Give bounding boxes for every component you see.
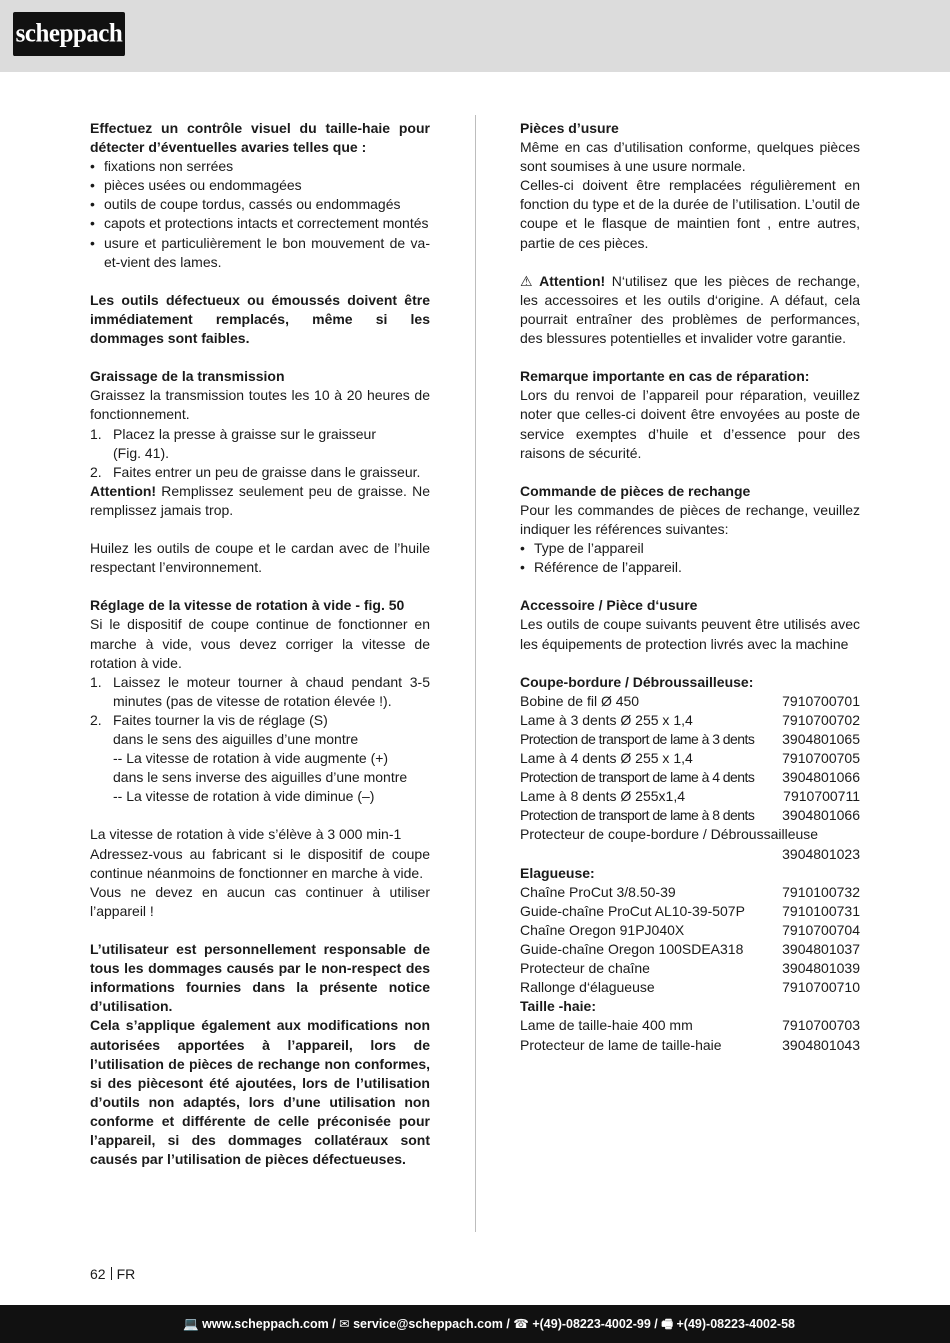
part-code: 3904801043 [782, 1036, 860, 1053]
grease-step-2 [90, 463, 430, 482]
step-text: Faites entrer un peu de graisse dans le graisseur. [113, 463, 421, 480]
part-row [520, 787, 860, 806]
part-row [520, 883, 860, 902]
defective-tools-note: Les outils défectueux ou émoussés doivent être immédiatement remplacés, même si les dommages sont faibles. [90, 291, 430, 347]
part-code: 7910700710 [782, 979, 860, 996]
part-name: Chaîne ProCut 3/8.50-39 [520, 883, 676, 900]
left-column [90, 119, 430, 1169]
idle-never-text: Vous ne devez en aucun cas continuer à utiliser l’appareil ! [90, 883, 430, 919]
part-code: 7910100732 [782, 883, 860, 900]
step-text: Faites tourner la vis de réglage (S) [113, 711, 328, 728]
contact-line: 💻 www.scheppach.com / ✉ service@scheppach.com / ☎ +(49)-08223-4002-99 / 🖷 +(49)-08223-4002-58 [183, 1317, 795, 1331]
part-code: 7910700702 [782, 711, 860, 728]
step-number: 1. [90, 673, 102, 690]
idle-text: Si le dispositif de coupe continue de fonctionner en marche à vide, vous devez corriger la vitesse de rotation à vide. [90, 616, 430, 671]
part-code: 3904801066 [782, 769, 860, 786]
part-name: Lame à 3 dents Ø 255 x 1,4 [520, 711, 693, 728]
repair-note-text: Lors du renvoi de l’appareil pour réparation, veuillez noter que celles-ci doivent être envoyées au poste de service exemptes d’huile et d’essence pour des raisons de sécurité. [520, 387, 860, 461]
hedge-trimmer-title: Taille -haie: [520, 998, 596, 1015]
part-row [520, 711, 860, 730]
step-text: dans le sens inverse des aiguilles d’une montre [113, 769, 408, 786]
list-item: • outils de coupe tordus, cassés ou endommagés [90, 195, 430, 214]
page-number [90, 1265, 135, 1284]
part-code: 3904801066 [782, 807, 860, 824]
part-row [520, 940, 860, 959]
step-number: 2. [90, 463, 102, 480]
part-code: 7910700711 [783, 788, 860, 805]
footer-bar [0, 1305, 950, 1343]
original-parts-warning [520, 272, 860, 348]
part-code: 3904801023 [782, 845, 860, 862]
step-text: dans le sens des aiguilles d’une montre [113, 731, 359, 747]
part-name: Rallonge d‘élagueuse [520, 979, 655, 996]
scheppach-logo: scheppach [13, 12, 125, 56]
wear-parts-text-1: Même en cas d’utilisation conforme, quelques pièces sont soumises à une usure normale. [520, 139, 860, 175]
list-item: • Référence de l’appareil. [520, 558, 860, 577]
step-text: -- La vitesse de rotation à vide diminue (–) [113, 788, 375, 805]
part-row [520, 730, 860, 749]
part-code: 7910700703 [782, 1017, 860, 1034]
part-row [520, 692, 860, 711]
part-row [520, 806, 860, 825]
part-row [520, 978, 860, 997]
part-name: Protecteur de coupe-bordure / Débroussailleuse [520, 826, 819, 843]
list-item: • usure et particulièrement le bon mouvement de va-et-vient des lames. [90, 234, 430, 272]
part-code: 7910100731 [782, 902, 860, 919]
part-name: Lame de taille-haie 400 mm [520, 1017, 693, 1034]
liability-text-1: L’utilisateur est personnellement responsable de tous les dommages causés par le non-respect des informations fournies dans la présente notice d’utilisation. [90, 941, 430, 1015]
wear-parts-title: Pièces d’usure [520, 120, 619, 136]
part-row [520, 1036, 860, 1055]
warning-label: Attention! [539, 272, 606, 289]
part-name: Guide-chaîne Oregon 100SDEA318 [520, 941, 744, 958]
part-name: Protection de transport de lame à 8 dents [520, 807, 755, 824]
step-text: Placez la presse à graisse sur le graisseur [113, 425, 377, 442]
wear-parts-text-2: Celles-ci doivent être remplacées régulièrement en fonction du type et de la durée de l’utilisation. L’outil de coupe et le flasque de maintien font , entre autres, partie de ces pièces. [520, 177, 860, 251]
part-code: 3904801037 [782, 941, 860, 958]
liability-text-2: Cela s’applique également aux modifications non autorisées apportées à l’appareil, lors de l’utilisation de pièces de rechange non conformes, si des piècesont été ajoutées, lors de l’utilisation d’outils non adaptés, lors d’une utilisation non conforme et différente de celle préconisée pour l’appareil, si des dommages collatéraux sont causés par l’utilisation de pièces défectueuses. [90, 1017, 430, 1168]
page-number-value: 62 [90, 1266, 106, 1282]
step-text: -- La vitesse de rotation à vide augmente (+) [113, 750, 389, 767]
list-item: • fixations non serrées [90, 157, 430, 176]
page-language: FR [116, 1266, 136, 1282]
part-name: Bobine de fil Ø 450 [520, 692, 640, 709]
idle-step-1 [90, 673, 430, 711]
order-parts-title: Commande de pièces de rechange [520, 482, 751, 499]
grease-step-1 [90, 425, 430, 463]
part-name: Protection de transport de lame à 4 dents [520, 769, 755, 786]
grease-section-title: Graissage de la transmission [90, 368, 285, 385]
part-code: 7910700704 [782, 921, 860, 938]
attention-text: Remplissez seulement peu de graisse. Ne remplissez jamais trop. [90, 482, 430, 518]
inspection-list [90, 157, 430, 272]
accessory-text: Les outils de coupe suivants peuvent être utilisés avec les équipements de protection livrés avec la machine [520, 616, 860, 652]
step-number: 1. [90, 425, 102, 442]
inspection-intro: Effectuez un contrôle visuel du taille-haie pour détecter d’éventuelles avaries telles que : [90, 120, 430, 156]
step-text-continued: (Fig. 41). [113, 444, 170, 461]
page-header [0, 0, 950, 72]
brushcutter-title: Coupe-bordure / Débroussailleuse: [520, 673, 754, 690]
accessory-title: Accessoire / Pièce d‘usure [520, 597, 698, 614]
right-column [520, 119, 860, 1055]
grease-attention [90, 482, 430, 520]
part-row [520, 1016, 860, 1035]
part-code: 7910700705 [782, 750, 860, 767]
oil-text: Huilez les outils de coupe et le cardan avec de l’huile respectant l’environnement. [90, 540, 430, 576]
part-code: 3904801065 [782, 731, 860, 747]
part-row [520, 921, 860, 940]
order-parts-text: Pour les commandes de pièces de rechange, veuillez indiquer les références suivantes: [520, 501, 860, 537]
part-name: Protection de transport de lame à 3 dents [520, 731, 755, 747]
part-name: Lame à 4 dents Ø 255 x 1,4 [520, 750, 693, 767]
step-number: 2. [90, 711, 102, 728]
warning-text: N‘utilisez que les pièces de rechange, les accessoires et les outils d‘origine. A défaut, cela pourrait entraîner des problèmes de performances, des blessures potentielles et invalider votre garantie. [520, 272, 861, 347]
part-name: Guide-chaîne ProCut AL10-39-507P [520, 902, 745, 919]
grease-text: Graissez la transmission toutes les 10 à 20 heures de fonctionnement. [90, 387, 430, 423]
pruner-title: Elagueuse: [520, 864, 595, 881]
part-name: Protecteur de chaîne [520, 960, 650, 977]
part-row [520, 749, 860, 768]
part-name: Chaîne Oregon 91PJ040X [520, 921, 685, 938]
idle-contact-text: Adressez-vous au fabricant si le dispositif de coupe continue néanmoins de fonctionner en marche à vide. [90, 845, 430, 881]
idle-speed-value: La vitesse de rotation à vide s’élève à 3 000 min-1 [90, 826, 402, 843]
part-name: Lame à 8 dents Ø 255x1,4 [520, 788, 685, 805]
part-row [520, 959, 860, 978]
step-text: Laissez le moteur tourner à chaud pendant 3-5 minutes (pas de vitesse de rotation élevée !). [113, 673, 430, 709]
idle-section-title: Réglage de la vitesse de rotation à vide - fig. 50 [90, 597, 405, 614]
warning-triangle-icon: ⚠ [520, 272, 533, 289]
part-name: Protecteur de lame de taille-haie [520, 1036, 722, 1053]
part-row [520, 768, 860, 787]
list-item: • capots et protections intacts et correctement montés [90, 214, 430, 233]
repair-note-title: Remarque importante en cas de réparation: [520, 368, 810, 385]
part-code: 7910700701 [782, 692, 860, 709]
part-code: 3904801039 [782, 960, 860, 977]
list-item: • pièces usées ou endommagées [90, 176, 430, 195]
list-item: • Type de l’appareil [520, 539, 860, 558]
part-row [520, 902, 860, 921]
attention-label: Attention! [90, 482, 157, 499]
idle-step-2 [90, 711, 430, 806]
column-divider [475, 115, 476, 1232]
